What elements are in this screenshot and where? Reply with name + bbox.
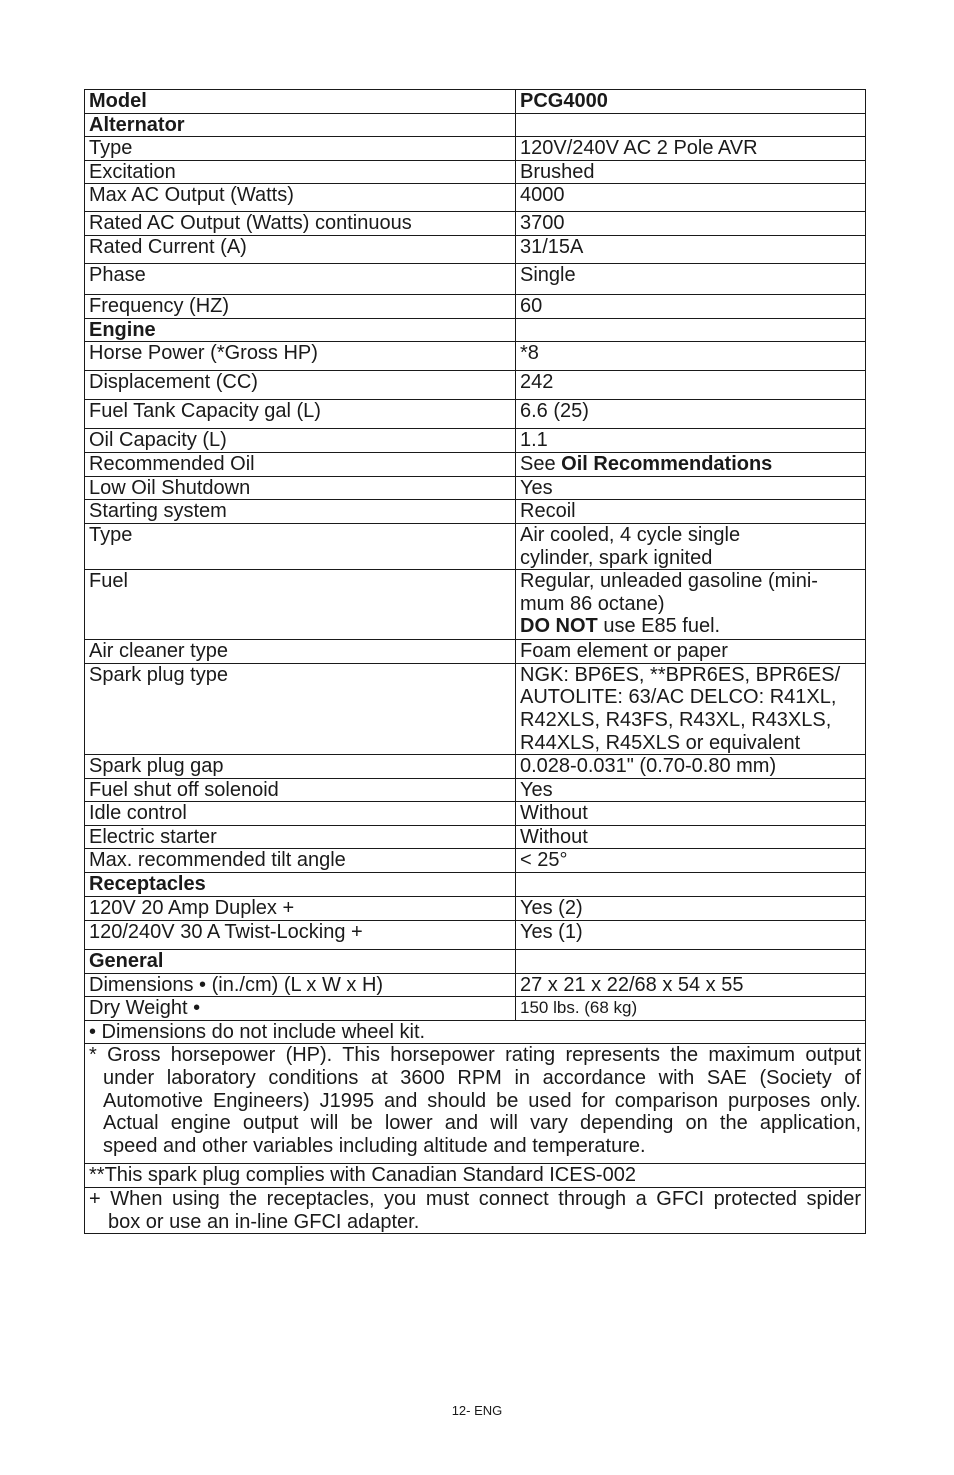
- header-model-value: PCG4000: [516, 90, 866, 114]
- spec-value: 4000: [516, 184, 866, 212]
- spec-label: Low Oil Shutdown: [85, 476, 516, 500]
- table-row: [85, 755, 866, 779]
- footnote-row: [85, 1164, 866, 1188]
- footnote: • Dimensions do not include wheel kit.: [85, 1020, 866, 1044]
- spec-value: Yes: [516, 476, 866, 500]
- footnote-row: [85, 1188, 866, 1234]
- spec-label: Rated AC Output (Watts) continuous: [85, 212, 516, 236]
- spec-value: [516, 318, 866, 342]
- table-row: [85, 570, 866, 640]
- table-row: [85, 263, 866, 294]
- spec-label: Oil Capacity (L): [85, 429, 516, 453]
- spec-value-line: mum 86 octane): [520, 592, 665, 615]
- table-row: [85, 802, 866, 826]
- spec-label: Max AC Output (Watts): [85, 184, 516, 212]
- spec-value: Yes (2): [516, 897, 866, 921]
- spec-label: Dimensions • (in./cm) (L x W x H): [85, 973, 516, 997]
- table-row: [85, 235, 866, 263]
- footnote: [85, 1188, 866, 1234]
- header-label: Model: [85, 90, 516, 114]
- spec-value: Without: [516, 802, 866, 826]
- spec-value-warning-rest: use E85 fuel.: [597, 615, 721, 638]
- spec-value: 1.1: [516, 429, 866, 453]
- spec-value: 242: [516, 371, 866, 400]
- spec-value: [516, 950, 866, 974]
- spec-value: 3700: [516, 212, 866, 236]
- table-row: [85, 523, 866, 569]
- spec-value: [516, 873, 866, 897]
- footnote-line: * Gross horsepower (HP). This horsepower rating represents the maximum output: [89, 1044, 861, 1067]
- spec-value: 60: [516, 294, 866, 318]
- spec-label: Idle control: [85, 802, 516, 826]
- spec-value: Yes: [516, 778, 866, 802]
- spec-value: 31/15A: [516, 235, 866, 263]
- section-title: Engine: [85, 318, 516, 342]
- table-row: [85, 429, 866, 453]
- table-row: [85, 825, 866, 849]
- table-row: [85, 997, 866, 1021]
- specifications-table: [84, 89, 866, 1234]
- spec-value: *8: [516, 342, 866, 371]
- table-row: [85, 212, 866, 236]
- footnote-line: + When using the receptacles, you must connect through a GFCI protected spider: [89, 1188, 861, 1211]
- table-row: [85, 400, 866, 429]
- spec-value: Brushed: [516, 160, 866, 184]
- table-row: [85, 371, 866, 400]
- spec-label: Starting system: [85, 500, 516, 524]
- section-title: Alternator: [85, 113, 516, 137]
- footnote-line: Automotive Engineers) J1995 and should be used for comparison purposes only.: [103, 1089, 861, 1112]
- spec-value: Foam element or paper: [516, 640, 866, 664]
- spec-value: 27 x 21 x 22/68 x 54 x 55: [516, 973, 866, 997]
- spec-value: 150 lbs. (68 kg): [516, 997, 866, 1021]
- table-row: [85, 342, 866, 371]
- spec-value: Yes (1): [516, 921, 866, 950]
- footnote-line: under laboratory conditions at 3600 RPM in accordance with SAE (Society of: [103, 1067, 861, 1090]
- table-row: [85, 500, 866, 524]
- spec-label: Frequency (HZ): [85, 294, 516, 318]
- spec-label: Air cleaner type: [85, 640, 516, 664]
- table-row: [85, 640, 866, 664]
- table-row: [85, 453, 866, 477]
- table-row: [85, 778, 866, 802]
- footnote-line: box or use an in-line GFCI adapter.: [108, 1210, 420, 1233]
- table-row: [85, 137, 866, 161]
- spec-label: Fuel shut off solenoid: [85, 778, 516, 802]
- spec-value: NGK: BP6ES, **BPR6ES, BPR6ES/ AUTOLITE: 63/AC DELCO: R41XL, R42XLS, R43FS, R43XL, R43XLS, R44XLS, R45XLS or equivalent: [516, 663, 866, 754]
- spec-value: 0.028-0.031" (0.70-0.80 mm): [516, 755, 866, 779]
- spec-value: [516, 113, 866, 137]
- page-number: 12- ENG: [451, 1403, 503, 1418]
- spec-label: Type: [85, 523, 516, 569]
- spec-value-prefix: See: [520, 453, 562, 476]
- spec-value: Without: [516, 825, 866, 849]
- spec-label: Type: [85, 137, 516, 161]
- footnote: **This spark plug complies with Canadian Standard ICES-002: [85, 1164, 866, 1188]
- table-row: [85, 973, 866, 997]
- table-row: [85, 897, 866, 921]
- spec-label: Max. recommended tilt angle: [85, 849, 516, 873]
- table-header-row: [85, 90, 866, 114]
- spec-value: Single: [516, 263, 866, 294]
- spec-label: Displacement (CC): [85, 371, 516, 400]
- spec-value-warning: DO NOT: [520, 615, 598, 638]
- spec-label: Spark plug type: [85, 663, 516, 754]
- section-header-row: [85, 113, 866, 137]
- specifications-body: [85, 90, 866, 1234]
- footnote-row: [85, 1020, 866, 1044]
- table-row: [85, 160, 866, 184]
- spec-value: [516, 570, 866, 640]
- spec-value: [516, 453, 866, 477]
- table-row: [85, 476, 866, 500]
- spec-label: 120/240V 30 A Twist-Locking +: [85, 921, 516, 950]
- footnote-line: speed and other variables including altitude and temperature.: [103, 1134, 646, 1157]
- spec-label: Recommended Oil: [85, 453, 516, 477]
- spec-value: Recoil: [516, 500, 866, 524]
- spec-label: Phase: [85, 263, 516, 294]
- spec-label: Excitation: [85, 160, 516, 184]
- table-row: [85, 184, 866, 212]
- table-row: [85, 663, 866, 754]
- table-row: [85, 294, 866, 318]
- section-header-row: [85, 950, 866, 974]
- spec-label: Electric starter: [85, 825, 516, 849]
- spec-value-line: Regular, unleaded gasoline (mini-: [520, 570, 818, 593]
- spec-label: Horse Power (*Gross HP): [85, 342, 516, 371]
- section-header-row: [85, 873, 866, 897]
- spec-value-emphasis: Oil Recommendations: [561, 453, 773, 476]
- spec-label: Spark plug gap: [85, 755, 516, 779]
- spec-value-warning-line: [520, 615, 865, 638]
- footnote: [85, 1044, 866, 1164]
- section-title: General: [85, 950, 516, 974]
- section-header-row: [85, 318, 866, 342]
- spec-label: Fuel: [85, 570, 516, 640]
- spec-value: 120V/240V AC 2 Pole AVR: [516, 137, 866, 161]
- table-row: [85, 849, 866, 873]
- spec-value: Air cooled, 4 cycle single cylinder, spark ignited: [516, 523, 866, 569]
- footnote-line: Actual engine output will be lower and will vary depending on the application,: [103, 1112, 861, 1135]
- spec-label: Fuel Tank Capacity gal (L): [85, 400, 516, 429]
- spec-label: 120V 20 Amp Duplex +: [85, 897, 516, 921]
- table-row: [85, 921, 866, 950]
- footnote-row: [85, 1044, 866, 1164]
- spec-value: < 25°: [516, 849, 866, 873]
- section-title: Receptacles: [85, 873, 516, 897]
- spec-label: Rated Current (A): [85, 235, 516, 263]
- spec-value: 6.6 (25): [516, 400, 866, 429]
- spec-label: Dry Weight •: [85, 997, 516, 1021]
